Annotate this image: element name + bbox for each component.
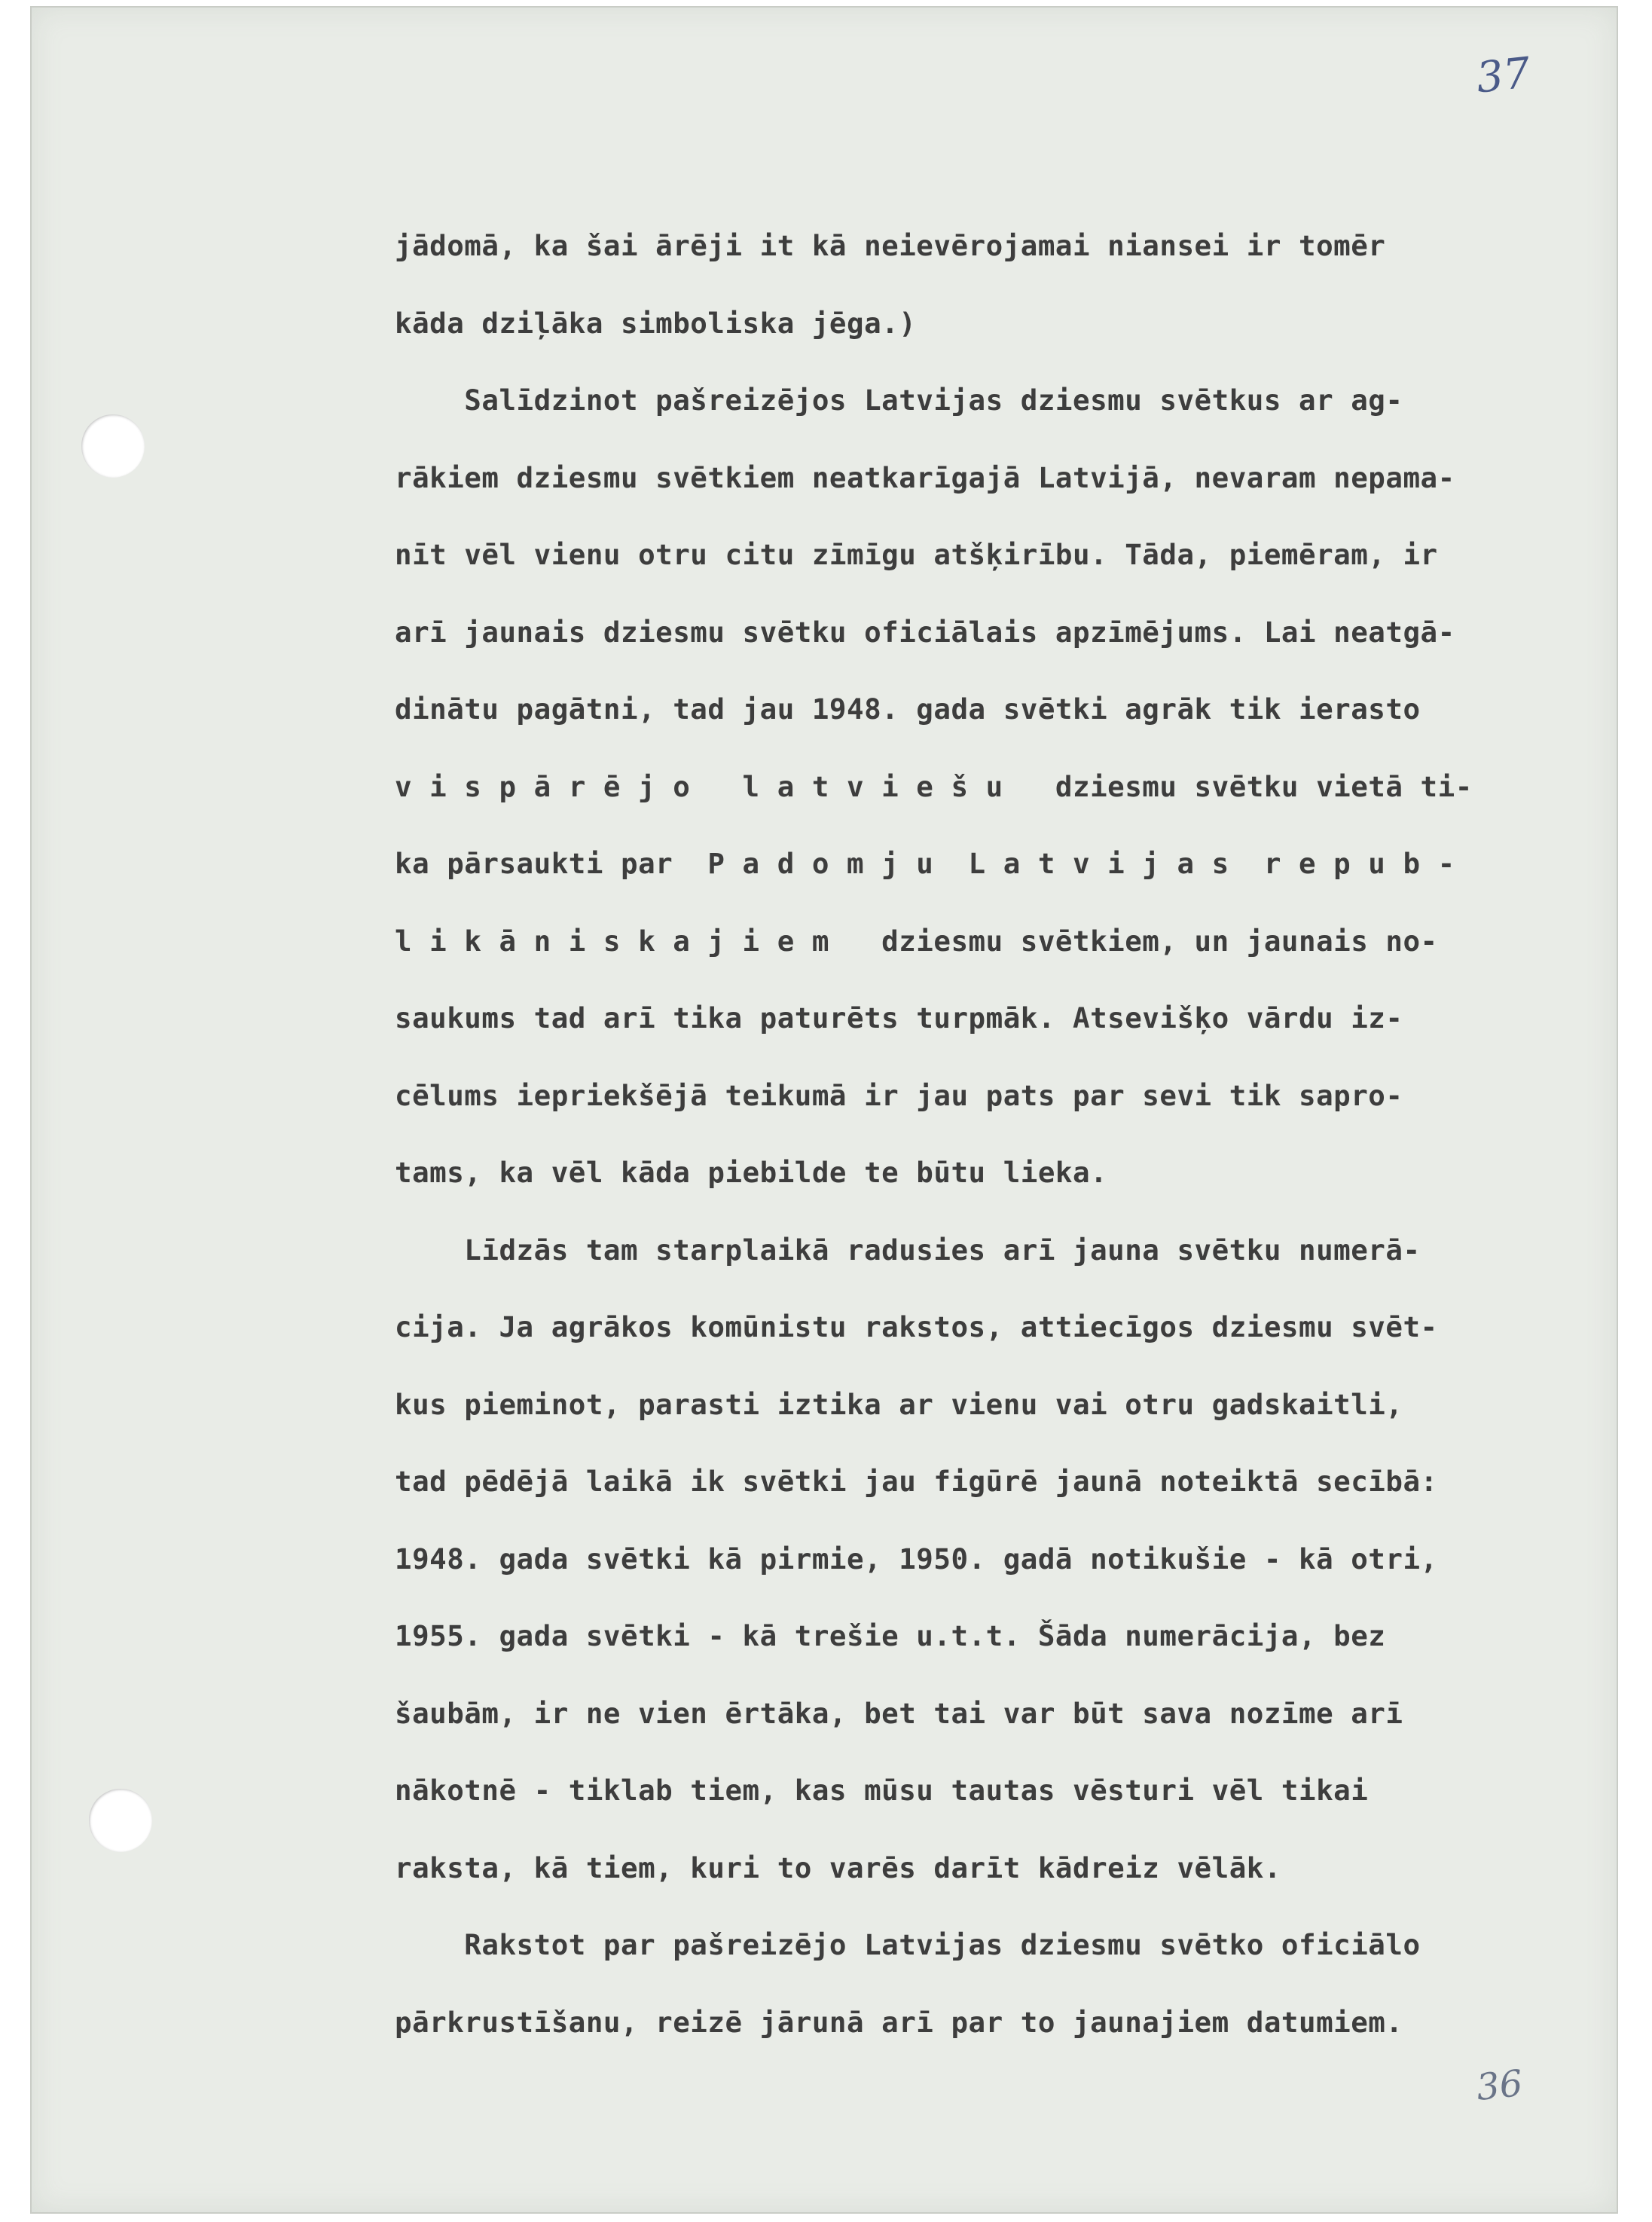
text-line: 1955. gada svētki - kā trešie u.t.t. Šāda numerācija, bez bbox=[395, 1619, 1386, 1652]
text-line: ka pārsaukti par P a d o m j u L a t v i j a s r e p u b - bbox=[395, 847, 1455, 880]
text-line: jādomā, ka šai ārēji it kā neievērojamai niansei ir tomēr bbox=[395, 229, 1386, 262]
text-line: Rakstot par pašreizējo Latvijas dziesmu svētko oficiālo bbox=[395, 1928, 1421, 1961]
punch-hole-top bbox=[81, 414, 145, 478]
typewritten-body bbox=[395, 223, 1592, 2077]
text-line: 1948. gada svētki kā pirmie, 1950. gadā notikušie - kā otri, bbox=[395, 1542, 1438, 1576]
text-line: pārkrustīšanu, reizē jārunā arī par to jaunajiem datumiem. bbox=[395, 2005, 1403, 2039]
text-line: saukums tad arī tika paturēts turpmāk. Atsevišķo vārdu iz- bbox=[395, 1001, 1403, 1035]
text-line: dinātu pagātni, tad jau 1948. gada svētki agrāk tik ierasto bbox=[395, 692, 1421, 726]
text-line: v i s p ā r ē j o l a t v i e š u dziesmu svētku vietā ti- bbox=[395, 769, 1473, 803]
text-line: Līdzās tam starplaikā radusies arī jauna svētku numerā- bbox=[395, 1233, 1421, 1267]
text-line: arī jaunais dziesmu svētku oficiālais apzīmējums. Lai neatgā- bbox=[395, 615, 1455, 649]
text-line: l i k ā n i s k a j i e m dziesmu svētkiem, un jaunais no- bbox=[395, 924, 1438, 958]
text-line: Salīdzinot pašreizējos Latvijas dziesmu svētkus ar ag- bbox=[395, 384, 1403, 417]
text-line: rākiem dziesmu svētkiem neatkarīgajā Latvijā, nevaram nepama- bbox=[395, 460, 1455, 494]
text-line: tad pēdējā laikā ik svētki jau figūrē jaunā noteiktā secībā: bbox=[395, 1465, 1438, 1498]
page-number-bottom: 36 bbox=[1474, 2062, 1525, 2110]
punch-hole-bottom bbox=[89, 1789, 152, 1852]
text-line: nīt vēl vienu otru citu zīmīgu atšķirību. Tāda, piemēram, ir bbox=[395, 538, 1438, 571]
text-line: kāda dziļāka simboliska jēga.) bbox=[395, 306, 917, 340]
text-line: cēlums iepriekšējā teikumā ir jau pats par sevi tik sapro- bbox=[395, 1078, 1403, 1112]
text-line: šaubām, ir ne vien ērtāka, bet tai var būt sava nozīme arī bbox=[395, 1696, 1403, 1730]
text-line: nākotnē - tiklab tiem, kas mūsu tautas vēsturi vēl tikai bbox=[395, 1774, 1369, 1807]
text-line: raksta, kā tiem, kuri to varēs darīt kādreiz vēlāk. bbox=[395, 1851, 1281, 1884]
text-line: tams, ka vēl kāda piebilde te būtu lieka. bbox=[395, 1156, 1108, 1189]
text-line: cija. Ja agrākos komūnistu rakstos, attiecīgos dziesmu svēt- bbox=[395, 1310, 1438, 1343]
page-number-top: 37 bbox=[1473, 48, 1533, 103]
text-line: kus pieminot, parasti iztika ar vienu vai otru gadskaitli, bbox=[395, 1387, 1403, 1421]
